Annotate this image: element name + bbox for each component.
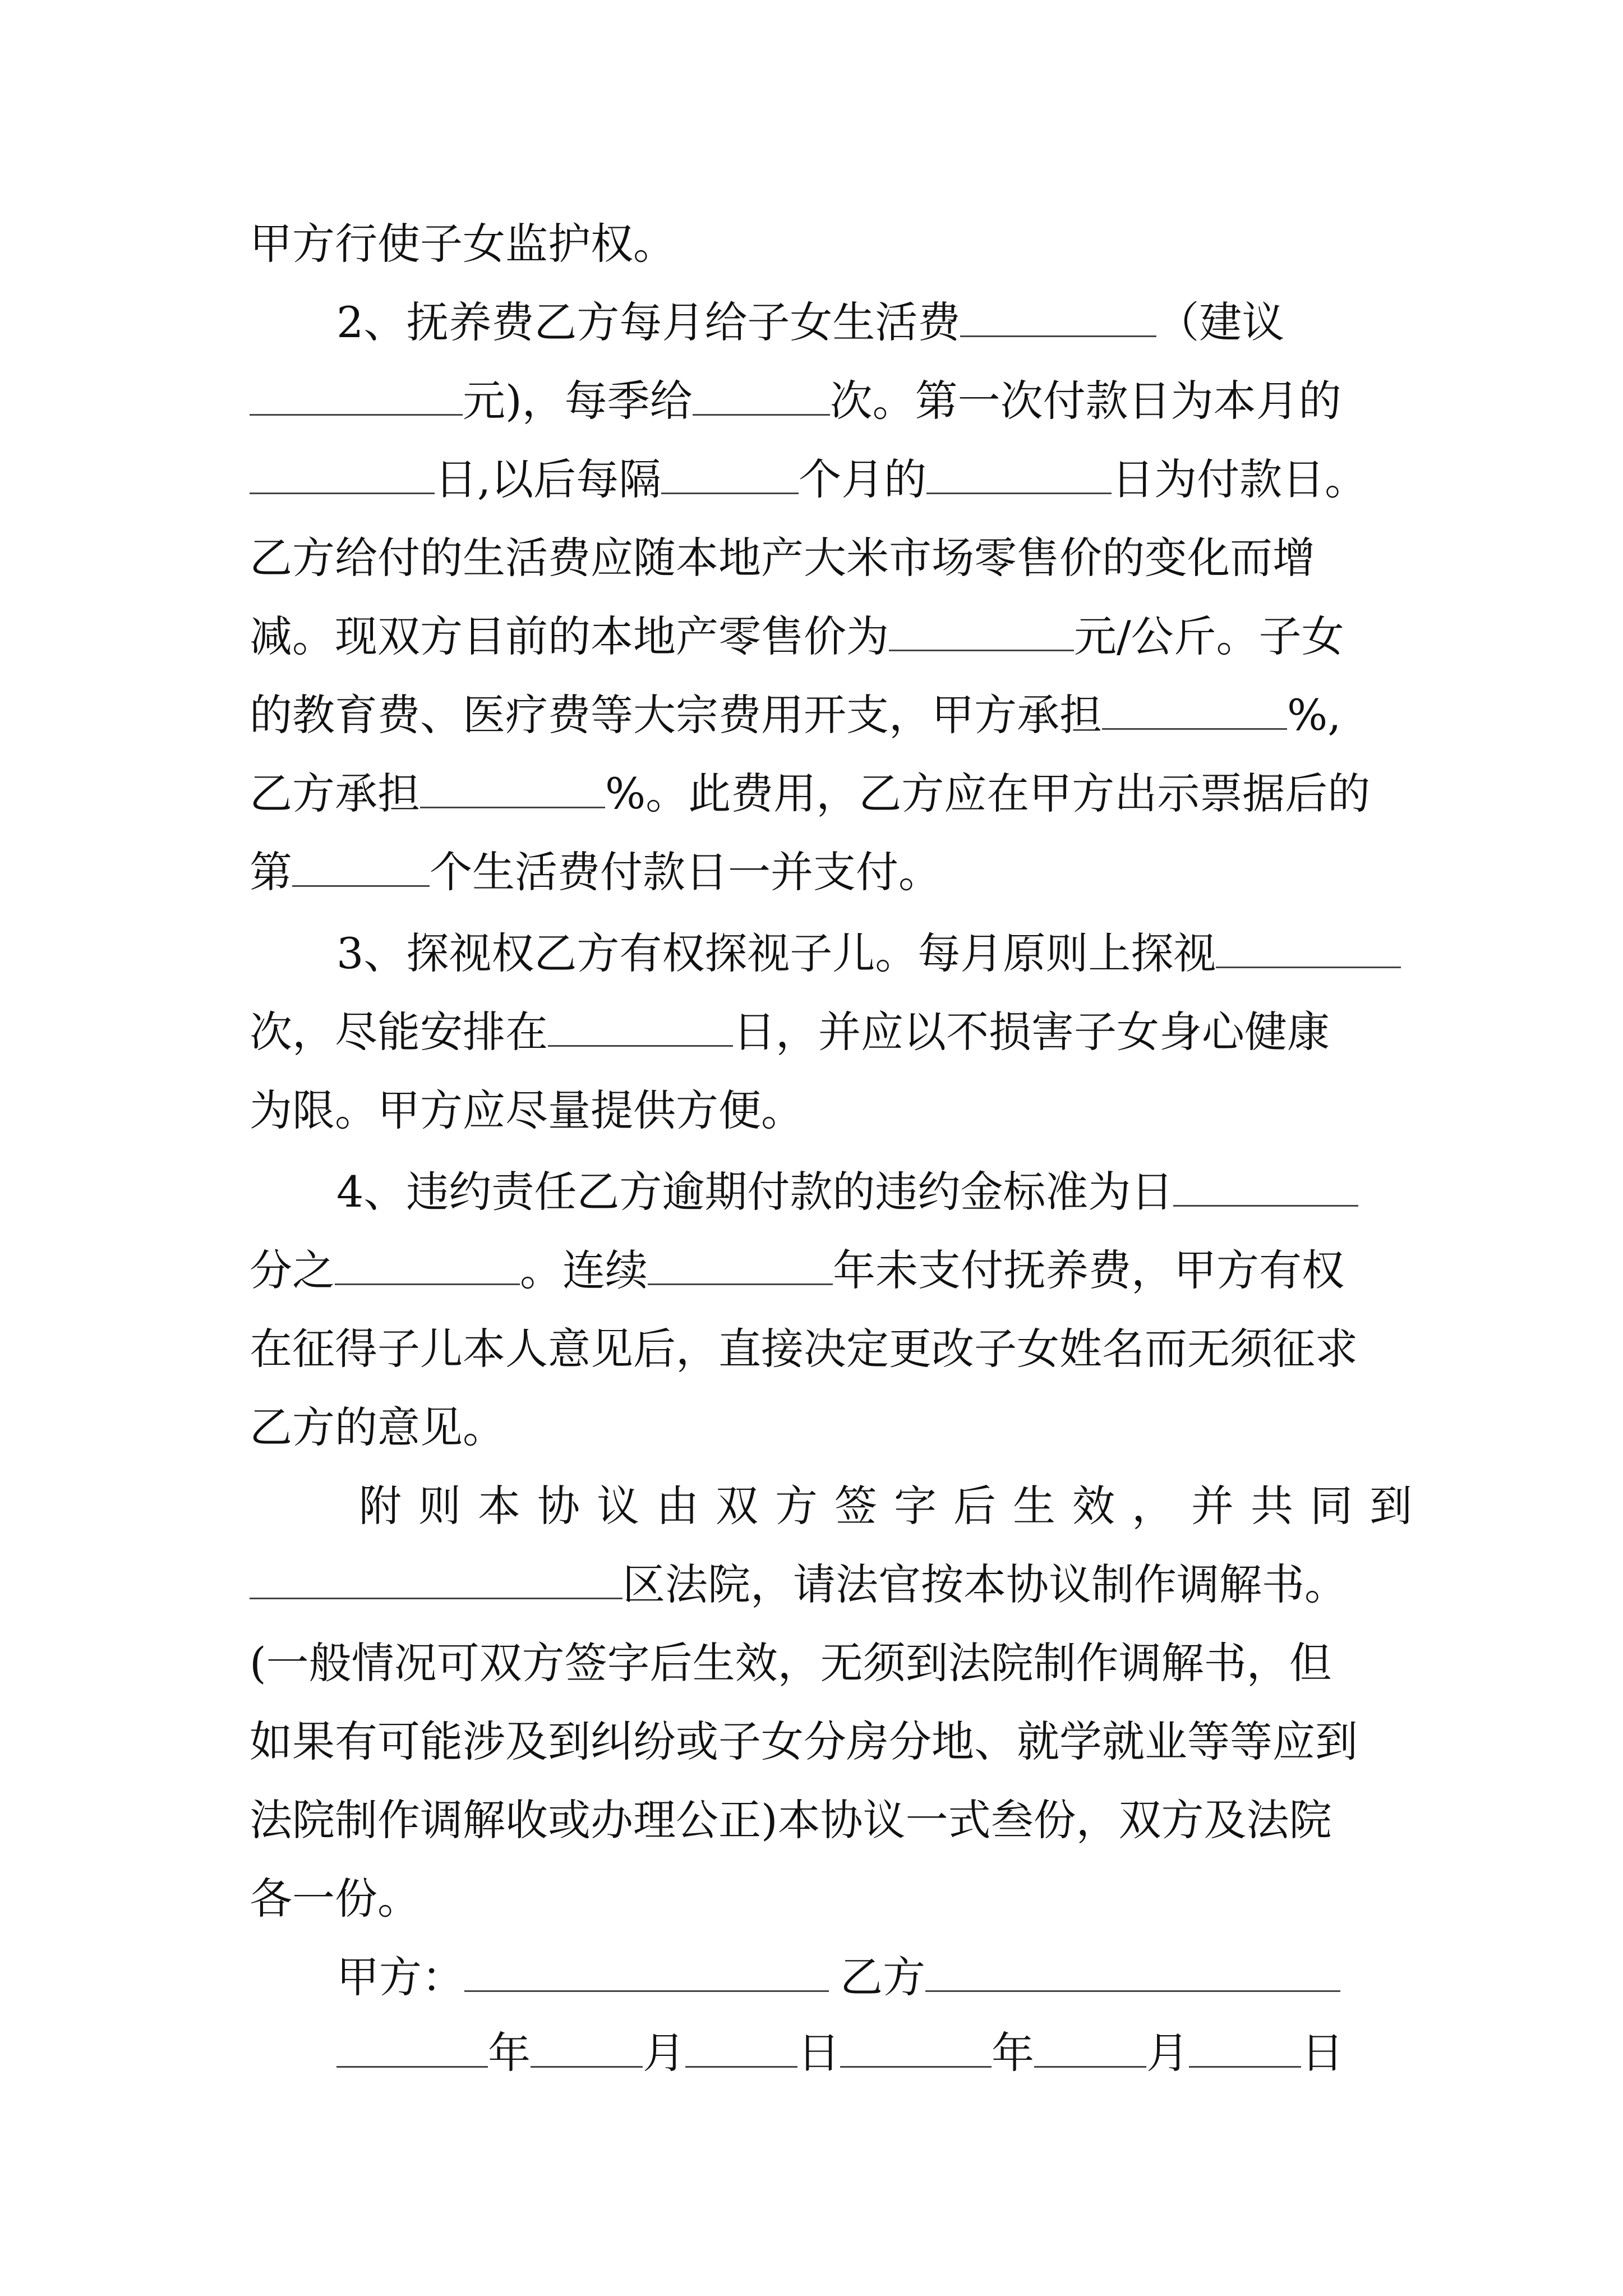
- support-fee-line-7: 乙方承担 %。此费用，乙方应在甲方出示票据后的: [250, 769, 1371, 818]
- support-fee-line-4: 乙方给付的生活费应随本地产大米市场零售价的变化而增: [250, 533, 1315, 583]
- breach-line-3: 在征得子儿本人意见后，直接决定更改子女姓名而无须征求: [250, 1324, 1358, 1374]
- month-interval-blank[interactable]: [661, 457, 799, 494]
- support-fee-line-6: 的教育费、医疗费等大宗费用开支，甲方承担 %,: [250, 690, 1341, 740]
- visitation-line-3: 为限。甲方应尽量提供方便。: [250, 1085, 804, 1135]
- supplementary-line-2: 区法院，请法官按本协议制作调解书。: [250, 1545, 1416, 1624]
- party-a-share-blank[interactable]: [1102, 692, 1287, 730]
- party-a-label: 甲方：: [336, 1952, 464, 2002]
- penalty-rate-blank[interactable]: [1173, 1169, 1358, 1207]
- support-fee-line-1: [336, 283, 1388, 362]
- support-fee-heading: 2、抚养费乙方每月给子女生活费: [336, 297, 961, 347]
- party-a-day-blank[interactable]: [685, 2030, 797, 2068]
- supplementary-line-3: (一般情况可双方签字后生效，无须到法院制作调解书，但: [250, 1638, 1332, 1688]
- supplementary-line-5: 法院制作调解收或办理公正)本协议一式叁份，双方及法院: [250, 1795, 1332, 1845]
- visitation-line-1: 3、探视权乙方有权探视子儿。每月原则上探视: [336, 914, 1388, 993]
- visits-per-month-blank[interactable]: [1216, 931, 1401, 968]
- visitation-line-2: 次，尽能安排在 日，并应以不损害子女身心健康: [250, 1007, 1330, 1057]
- supplementary-line-6: 各一份。: [250, 1874, 420, 1924]
- party-b-month-blank[interactable]: [1034, 2030, 1146, 2068]
- breach-line-4: 乙方的意见。: [250, 1402, 505, 1452]
- breach-line-2: 分之 。连续 年未支付抚养费，甲方有权: [250, 1245, 1344, 1295]
- first-payment-day-blank[interactable]: [250, 457, 435, 494]
- party-b-share-blank[interactable]: [420, 771, 605, 808]
- times-per-quarter-blank[interactable]: [693, 378, 830, 416]
- court-district-blank[interactable]: [250, 1562, 623, 1599]
- breach-line-1: 4、违约责任乙方逾期付款的违约金标准为日: [336, 1153, 1388, 1231]
- guardianship-text: 甲方行使子女监护权。: [250, 219, 676, 269]
- payment-day-blank[interactable]: [926, 457, 1112, 494]
- date-line: 年 月 日 年 月 日: [336, 2014, 1402, 2092]
- support-fee-line-8: 第 个生活费付款日一并支付。: [250, 847, 941, 897]
- payment-count-blank[interactable]: [292, 849, 430, 887]
- party-b-year-blank[interactable]: [840, 2030, 992, 2068]
- signature-line: [336, 1938, 1402, 2017]
- support-fee-line-2: 元)，每季给 次。第一次付款日为本月的: [250, 362, 1388, 440]
- supplementary-line-1: 附则本协议由双方签字后生效，并共同到: [359, 1481, 1429, 1531]
- suggest-text: （建议: [1156, 297, 1285, 347]
- support-fee-line-5: 减。现双方目前的本地产零售价为 元/公斤。子女: [250, 611, 1344, 661]
- penalty-fraction-blank[interactable]: [335, 1248, 520, 1285]
- visit-day-blank[interactable]: [548, 1009, 733, 1047]
- party-b-day-blank[interactable]: [1189, 2030, 1301, 2068]
- party-a-signature-blank[interactable]: [464, 1954, 829, 1992]
- text-line: [250, 205, 1388, 283]
- party-b-label: 乙方: [840, 1952, 925, 2002]
- suggested-amount-blank[interactable]: [250, 378, 463, 416]
- party-b-signature-blank[interactable]: [925, 1954, 1340, 1992]
- party-a-month-blank[interactable]: [531, 2030, 643, 2068]
- support-fee-line-3: 日,以后每隔 个月的 日为付款日。: [250, 440, 1388, 519]
- supplementary-line-4: 如果有可能涉及到纠纷或子女分房分地、就学就业等等应到: [250, 1717, 1358, 1766]
- party-a-year-blank[interactable]: [336, 2030, 488, 2068]
- monthly-amount-blank[interactable]: [960, 300, 1156, 337]
- rice-price-blank[interactable]: [889, 614, 1074, 651]
- unpaid-years-blank[interactable]: [648, 1248, 833, 1285]
